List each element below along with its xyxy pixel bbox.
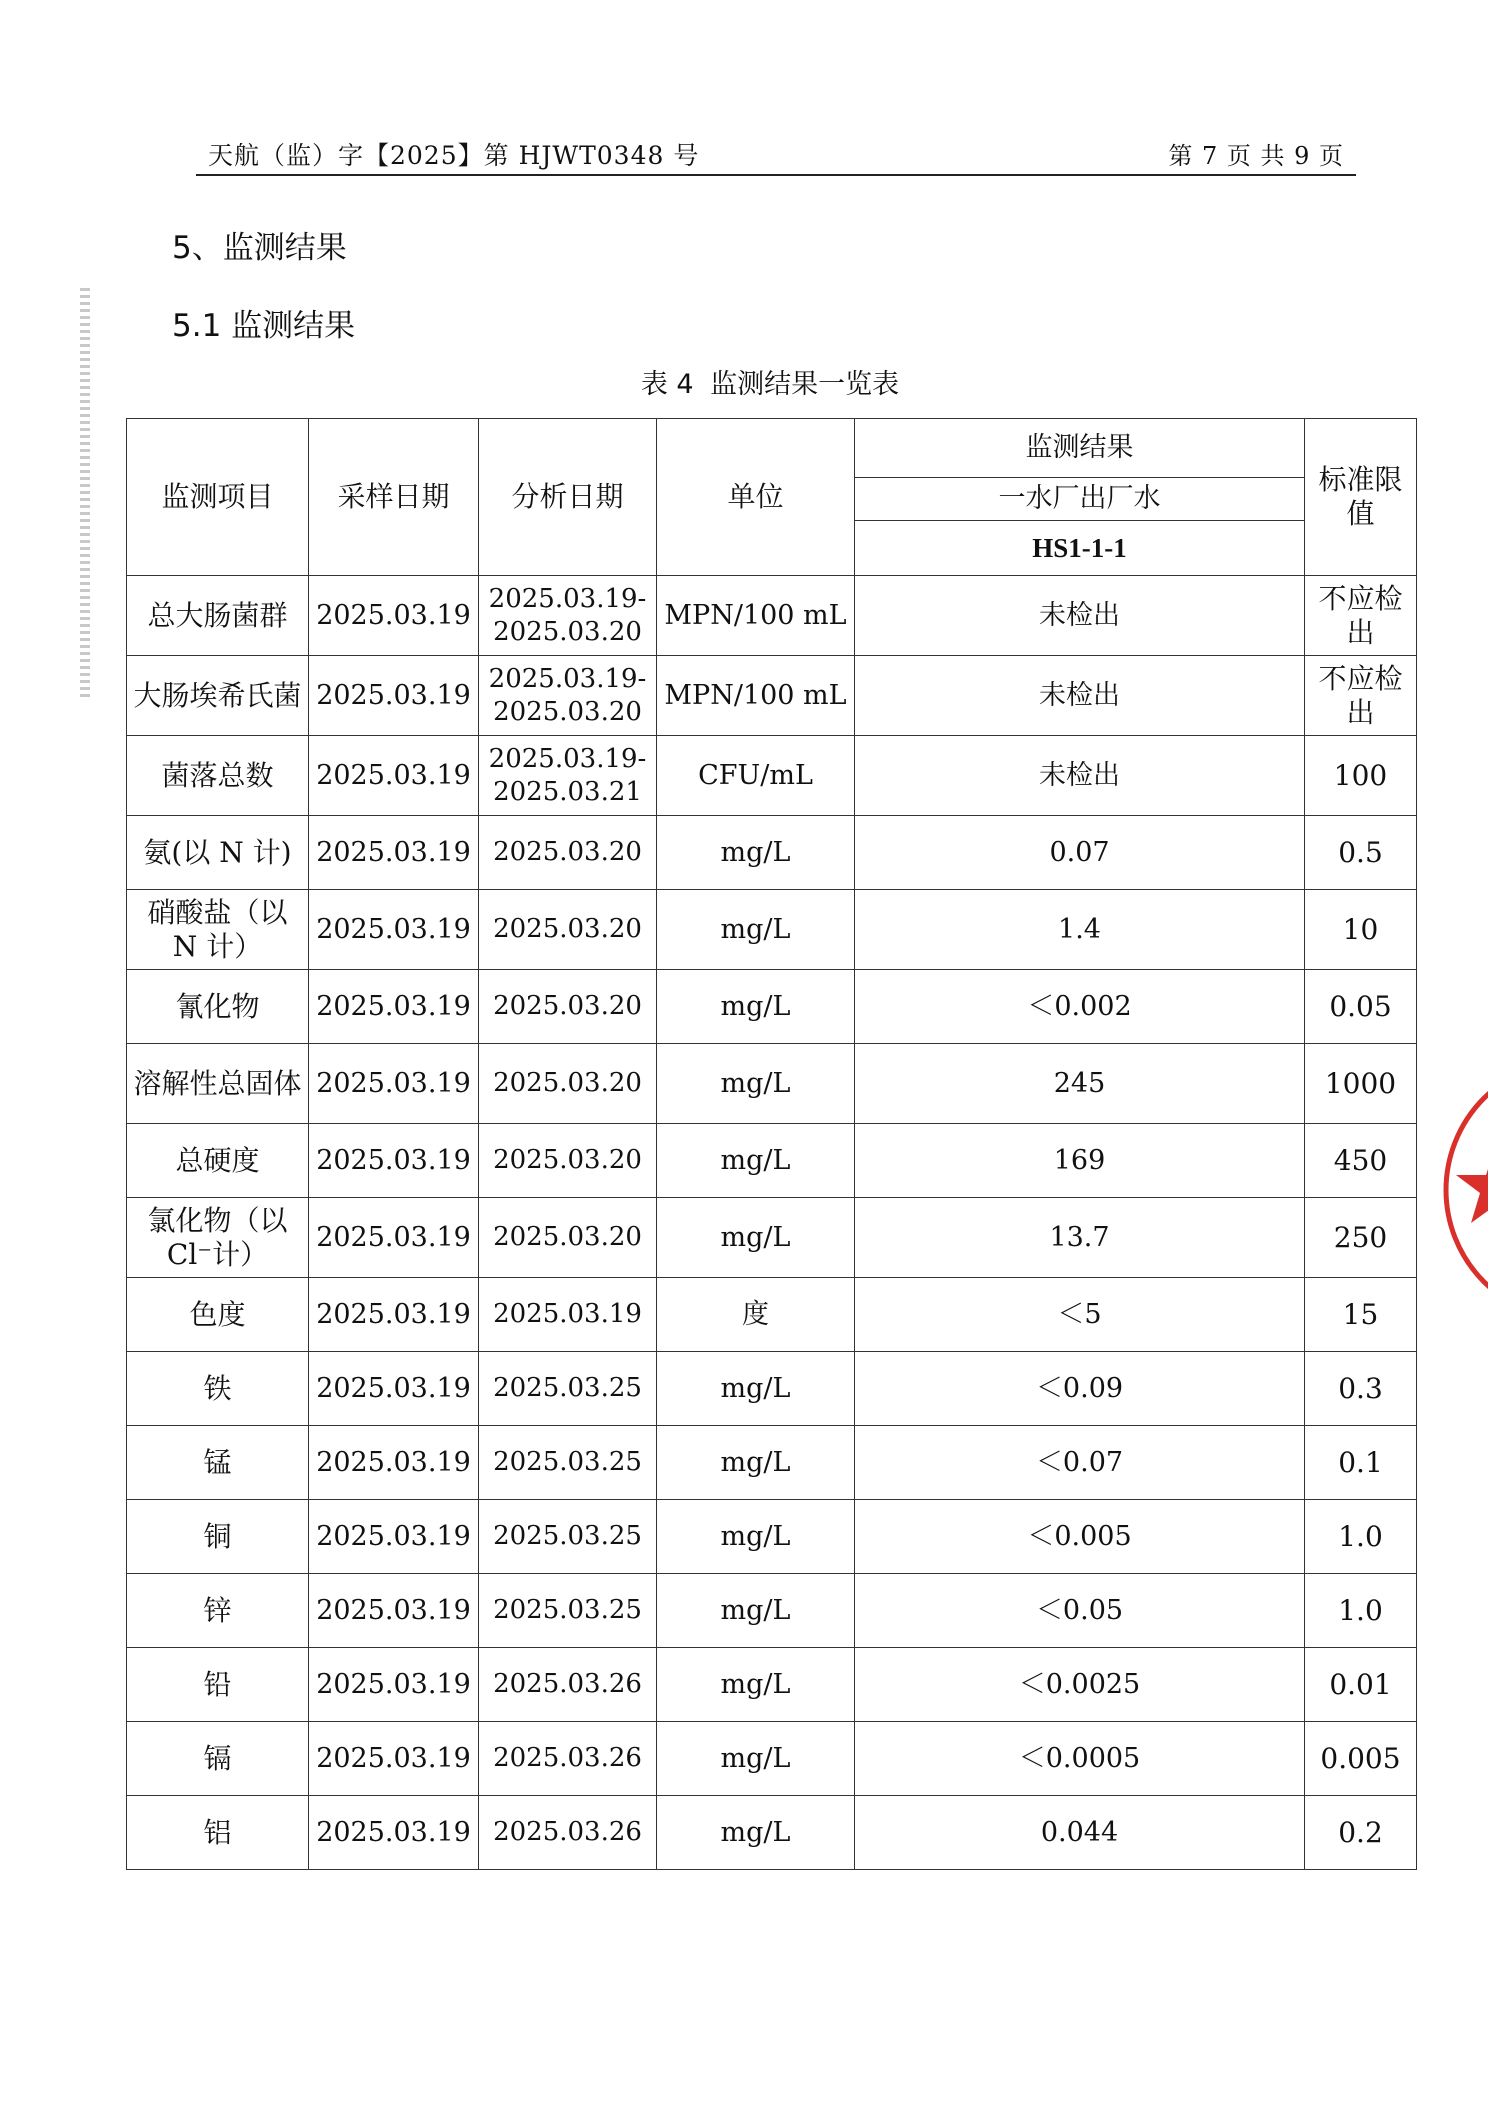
table-row — [127, 1044, 1417, 1124]
document-number: 天航（监）字【2025】第 HJWT0348 号 — [208, 141, 700, 170]
cell-result: 未检出 — [855, 576, 1305, 656]
cell-limit: 250 — [1305, 1198, 1417, 1278]
cell-unit: MPN/100 mL — [657, 576, 855, 656]
cell-result: 169 — [855, 1124, 1305, 1198]
cell-sample-date: 2025.03.19 — [309, 1722, 479, 1796]
cell-item: 总硬度 — [127, 1124, 309, 1198]
cell-sample-date: 2025.03.19 — [309, 816, 479, 890]
seal-graphic — [1436, 1050, 1488, 1330]
cell-result: 未检出 — [855, 736, 1305, 816]
cell-unit: mg/L — [657, 970, 855, 1044]
cell-unit: mg/L — [657, 1796, 855, 1870]
cell-analysis-date: 2025.03.26 — [479, 1796, 657, 1870]
official-seal — [1436, 1050, 1488, 1330]
cell-analysis-date: 2025.03.19-2025.03.20 — [479, 576, 657, 656]
cell-item: 色度 — [127, 1278, 309, 1352]
table-caption — [0, 362, 1488, 401]
header-sample-id: HS1-1-1 — [855, 521, 1305, 576]
table-row — [127, 656, 1417, 736]
table-row — [127, 1722, 1417, 1796]
cell-result: 245 — [855, 1044, 1305, 1124]
cell-sample-date: 2025.03.19 — [309, 576, 479, 656]
cell-analysis-date: 2025.03.20 — [479, 970, 657, 1044]
cell-sample-date: 2025.03.19 — [309, 1426, 479, 1500]
header-item: 监测项目 — [127, 419, 309, 576]
cell-result: 未检出 — [855, 656, 1305, 736]
cell-analysis-date: 2025.03.25 — [479, 1500, 657, 1574]
cell-analysis-date: 2025.03.19-2025.03.20 — [479, 656, 657, 736]
cell-limit: 0.2 — [1305, 1796, 1417, 1870]
cell-analysis-date: 2025.03.20 — [479, 890, 657, 970]
cell-sample-date: 2025.03.19 — [309, 1574, 479, 1648]
cell-item: 大肠埃希氏菌 — [127, 656, 309, 736]
page-header — [196, 134, 1356, 176]
cell-result: 0.07 — [855, 816, 1305, 890]
cell-limit: 0.1 — [1305, 1426, 1417, 1500]
cell-result: ＜5 — [855, 1278, 1305, 1352]
cell-sample-date: 2025.03.19 — [309, 1648, 479, 1722]
cell-unit: mg/L — [657, 1352, 855, 1426]
table-row — [127, 1574, 1417, 1648]
results-table — [126, 418, 1417, 1870]
cell-unit: mg/L — [657, 1574, 855, 1648]
cell-analysis-date: 2025.03.26 — [479, 1648, 657, 1722]
cell-analysis-date: 2025.03.19 — [479, 1278, 657, 1352]
cell-unit: mg/L — [657, 1426, 855, 1500]
cell-limit: 0.005 — [1305, 1722, 1417, 1796]
cell-unit: CFU/mL — [657, 736, 855, 816]
cell-analysis-date: 2025.03.19-2025.03.21 — [479, 736, 657, 816]
page-number: 第 7 页 共 9 页 — [1168, 142, 1344, 170]
cell-item: 硝酸盐（以 N 计） — [127, 890, 309, 970]
table-row — [127, 1278, 1417, 1352]
cell-sample-date: 2025.03.19 — [309, 1198, 479, 1278]
cell-item: 锰 — [127, 1426, 309, 1500]
cell-item: 铜 — [127, 1500, 309, 1574]
section-heading-5-1: 5.1 监测结果 — [172, 308, 356, 344]
cell-unit: mg/L — [657, 1722, 855, 1796]
cell-result: ＜0.0005 — [855, 1722, 1305, 1796]
cell-item: 总大肠菌群 — [127, 576, 309, 656]
header-analysis-date: 分析日期 — [479, 419, 657, 576]
cell-unit: mg/L — [657, 1648, 855, 1722]
cell-unit: MPN/100 mL — [657, 656, 855, 736]
header-unit: 单位 — [657, 419, 855, 576]
cell-item: 镉 — [127, 1722, 309, 1796]
table-row — [127, 576, 1417, 656]
table-row — [127, 1198, 1417, 1278]
cell-analysis-date: 2025.03.20 — [479, 816, 657, 890]
header-sample-date: 采样日期 — [309, 419, 479, 576]
cell-item: 氨(以 N 计) — [127, 816, 309, 890]
table-row — [127, 970, 1417, 1044]
cell-result: ＜0.09 — [855, 1352, 1305, 1426]
cell-unit: mg/L — [657, 816, 855, 890]
cell-analysis-date: 2025.03.25 — [479, 1426, 657, 1500]
cell-limit: 10 — [1305, 890, 1417, 970]
cell-sample-date: 2025.03.19 — [309, 736, 479, 816]
cell-item: 铝 — [127, 1796, 309, 1870]
cell-sample-date: 2025.03.19 — [309, 1124, 479, 1198]
cell-unit: mg/L — [657, 1124, 855, 1198]
cell-result: ＜0.0025 — [855, 1648, 1305, 1722]
cell-item: 菌落总数 — [127, 736, 309, 816]
cell-limit: 不应检出 — [1305, 576, 1417, 656]
cell-unit: mg/L — [657, 1500, 855, 1574]
cell-item: 溶解性总固体 — [127, 1044, 309, 1124]
cell-analysis-date: 2025.03.25 — [479, 1574, 657, 1648]
header-results: 监测结果 — [855, 419, 1305, 478]
cell-item: 氰化物 — [127, 970, 309, 1044]
cell-analysis-date: 2025.03.20 — [479, 1198, 657, 1278]
cell-analysis-date: 2025.03.20 — [479, 1044, 657, 1124]
cell-sample-date: 2025.03.19 — [309, 1796, 479, 1870]
table-row — [127, 1124, 1417, 1198]
cell-item: 锌 — [127, 1574, 309, 1648]
cell-limit: 1.0 — [1305, 1500, 1417, 1574]
header-location: 一水厂出厂水 — [855, 478, 1305, 521]
cell-result: ＜0.002 — [855, 970, 1305, 1044]
cell-limit: 450 — [1305, 1124, 1417, 1198]
table-row — [127, 816, 1417, 890]
table-row — [127, 1352, 1417, 1426]
cell-limit: 15 — [1305, 1278, 1417, 1352]
cell-unit: 度 — [657, 1278, 855, 1352]
header-limit: 标准限值 — [1305, 419, 1417, 576]
cell-limit: 0.3 — [1305, 1352, 1417, 1426]
cell-unit: mg/L — [657, 1044, 855, 1124]
cell-item: 铁 — [127, 1352, 309, 1426]
cell-unit: mg/L — [657, 1198, 855, 1278]
cell-sample-date: 2025.03.19 — [309, 1278, 479, 1352]
table-caption-label: 表 4 — [640, 369, 694, 400]
cell-limit: 1000 — [1305, 1044, 1417, 1124]
cell-sample-date: 2025.03.19 — [309, 1044, 479, 1124]
cell-result: 13.7 — [855, 1198, 1305, 1278]
table-row — [127, 1796, 1417, 1870]
cell-sample-date: 2025.03.19 — [309, 656, 479, 736]
cell-sample-date: 2025.03.19 — [309, 1352, 479, 1426]
cell-analysis-date: 2025.03.20 — [479, 1124, 657, 1198]
table-row — [127, 890, 1417, 970]
table-row — [127, 736, 1417, 816]
cell-sample-date: 2025.03.19 — [309, 1500, 479, 1574]
scan-binding-marks — [80, 288, 90, 698]
table-caption-title: 监测结果一览表 — [710, 369, 900, 400]
cell-result: 0.044 — [855, 1796, 1305, 1870]
cell-limit: 0.01 — [1305, 1648, 1417, 1722]
cell-limit: 1.0 — [1305, 1574, 1417, 1648]
table-row — [127, 1648, 1417, 1722]
cell-result: ＜0.07 — [855, 1426, 1305, 1500]
cell-limit: 0.5 — [1305, 816, 1417, 890]
cell-result: 1.4 — [855, 890, 1305, 970]
cell-sample-date: 2025.03.19 — [309, 970, 479, 1044]
cell-limit: 100 — [1305, 736, 1417, 816]
cell-limit: 不应检出 — [1305, 656, 1417, 736]
cell-analysis-date: 2025.03.25 — [479, 1352, 657, 1426]
cell-sample-date: 2025.03.19 — [309, 890, 479, 970]
cell-analysis-date: 2025.03.26 — [479, 1722, 657, 1796]
table-row — [127, 1426, 1417, 1500]
cell-limit: 0.05 — [1305, 970, 1417, 1044]
cell-result: ＜0.005 — [855, 1500, 1305, 1574]
cell-item: 铅 — [127, 1648, 309, 1722]
section-heading-5: 5、监测结果 — [172, 230, 347, 266]
cell-item: 氯化物（以 Cl⁻计） — [127, 1198, 309, 1278]
table-row — [127, 1500, 1417, 1574]
cell-result: ＜0.05 — [855, 1574, 1305, 1648]
cell-unit: mg/L — [657, 890, 855, 970]
